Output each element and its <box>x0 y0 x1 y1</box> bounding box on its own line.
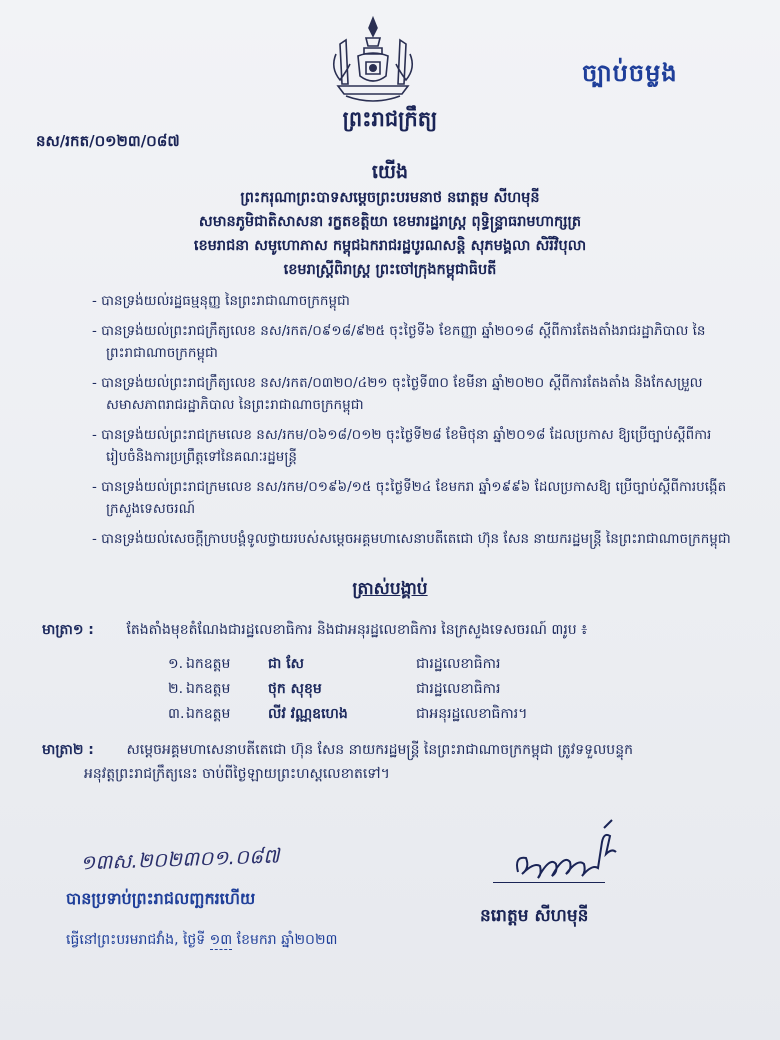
certified-copy-stamp: ច្បាប់ចម្លង <box>582 59 678 87</box>
signature-rule <box>493 882 605 883</box>
article-1-label: មាត្រា១ : <box>42 622 94 638</box>
king-title-line: ព្រះករុណាព្រះបាទសម្តេចព្រះបរមនាថ នរោត្តម សីហមុនី <box>240 190 540 206</box>
signer-name: នរោត្តម សីហមុនី <box>480 906 589 926</box>
appointee-name: ថុក សុខុម <box>268 681 322 697</box>
visa-list <box>92 290 732 558</box>
appointee-list <box>168 652 588 727</box>
appointee-index: ២. <box>168 681 184 697</box>
appointee-row <box>168 702 588 727</box>
king-title-line: ខេមរាជនា សមូហោភាស កម្ពុជឯករាជរដ្ឋបូរណសន្តិ សុភមង្គលា សិរីវិបុលា <box>193 238 587 254</box>
visa-item: - បានទ្រង់យល់រដ្ឋធម្មនុញ្ញ នៃព្រះរាជាណាចក្រកម្ពុជា <box>92 293 350 309</box>
visa-item: - បានទ្រង់យល់សេចក្តីក្រាបបង្គំទូលថ្វាយរបស់សម្តេចអគ្គមហាសេនាបតីតេជោ ហ៊ុន សែន នាយករដ្ឋមន្ត្រី នៃព្រះរាជាណាចក្រកម្ពុជា <box>92 531 731 547</box>
visa-item: - បានទ្រង់យល់ព្រះរាជក្រឹត្យលេខ នស/រកត/០៩១៨/៩២៥ ចុះថ្ងៃទី៦ ខែកញ្ញា ឆ្នាំ២០១៨ ស្តីពីការតែងតាំងរាជរដ្ឋាភិបាល នៃព្រះរាជាណាចក្រកម្ពុជា <box>92 323 706 361</box>
decision-heading: ត្រាស់បង្គាប់ <box>352 579 428 599</box>
appointee-index: ១. <box>168 656 184 672</box>
king-title-line: ខេមរាស្ត្រីពិរាស្ត្រ ព្រះចៅក្រុងកម្ពុជាធិបតី <box>283 262 497 278</box>
date-month: ខែមករា ឆ្នាំ២០២៣ <box>236 932 338 948</box>
appointee-title: ឯកឧត្តម <box>186 706 231 722</box>
appointee-post: ជារដ្ឋលេខាធិការ <box>416 656 501 672</box>
visa-item: - បានទ្រង់យល់ព្រះរាជក្រមលេខ នស/រកម/០៦១៨/០១២ ចុះថ្ងៃទី២៨ ខែមិថុនា ឆ្នាំ២០១៨ ដែលប្រកាស ឱ្យប្រើច្បាប់ស្តីពីការរៀបចំនិងការប្រព្រឹត្តទៅនៃគណៈរដ្ឋមន្ត្រី <box>92 427 712 465</box>
date-line <box>66 930 338 951</box>
appointee-post: ជារដ្ឋលេខាធិការ <box>416 681 501 697</box>
king-signature <box>500 818 630 892</box>
appointee-row <box>168 652 588 677</box>
article-2-text-line1: សម្តេចអគ្គមហាសេនាបតីតេជោ ហ៊ុន សែន នាយករដ្ឋមន្ត្រី នៃព្រះរាជាណាចក្រកម្ពុជា ត្រូវទទួលបន្ទុក <box>126 742 633 758</box>
decree-number: នស/រកត/០១២៣/០៨៧ <box>36 132 180 150</box>
seal-verified-note: បានប្រទាប់ព្រះរាជលញ្ឆករហើយ <box>66 889 256 908</box>
appointee-row <box>168 677 588 702</box>
we-heading: យើង <box>371 161 409 183</box>
king-title-line: សមានភូមិជាតិសាសនា រក្ខតខត្តិយា ខេមរារដ្ឋរាស្ត្រ ពុទ្ធិន្ទ្រាធរាមហាក្សត្រ <box>198 214 582 230</box>
decree-title: ព្រះរាជក្រឹត្យ <box>342 107 438 131</box>
article-1-text: តែងតាំងមុខតំណែងជារដ្ឋលេខាធិការ និងជាអនុរដ្ឋលេខាធិការ នៃក្រសួងទេសចរណ៍ ៣រូប ៖ <box>126 622 588 638</box>
appointee-name: លីវ វណ្ណឧហេង <box>268 706 348 722</box>
appointee-name: ជា សែ <box>268 656 304 672</box>
article-2 <box>42 738 742 786</box>
appointee-index: ៣. <box>168 706 185 722</box>
royal-coat-of-arms-icon <box>328 14 418 106</box>
visa-item: - បានទ្រង់យល់ព្រះរាជក្រមលេខ នស/រកម/០១៩៦/១៥ ចុះថ្ងៃទី២៤ ខែមករា ឆ្នាំ១៩៩៦ ដែលប្រកាសឱ្យ ប្រើច្បាប់ស្តីពីការបង្កើតក្រសួងទេសចរណ៍ <box>92 479 727 517</box>
appointee-title: ឯកឧត្តម <box>186 681 231 697</box>
appointee-title: ឯកឧត្តម <box>186 656 231 672</box>
article-2-text-line2: អនុវត្តព្រះរាជក្រឹត្យនេះ ចាប់ពីថ្ងៃឡាយព្រះហស្តលេខាតទៅ។ <box>84 766 390 782</box>
handwritten-reference: ១៣ស.២០២៣០១.០៨៧ <box>79 843 280 875</box>
king-titles <box>70 186 710 282</box>
article-1 <box>42 618 742 642</box>
date-prefix: ធ្វើនៅព្រះបរមរាជវាំង, ថ្ងៃទី <box>66 932 206 948</box>
article-2-label: មាត្រា២ : <box>42 742 94 758</box>
appointee-post: ជាអនុរដ្ឋលេខាធិការ។ <box>416 706 528 722</box>
date-day: ១៣ <box>209 932 233 948</box>
visa-item: - បានទ្រង់យល់ព្រះរាជក្រឹត្យលេខ នស/រកត/០៣២០/៤២១ ចុះថ្ងៃទី៣០ ខែមីនា ឆ្នាំ២០២០ ស្តីពីការតែងតាំង និងកែសម្រួលសមាសភាពរាជរដ្ឋាភិបាល នៃព្រះរាជាណាចក្រកម្ពុជា <box>92 375 703 413</box>
